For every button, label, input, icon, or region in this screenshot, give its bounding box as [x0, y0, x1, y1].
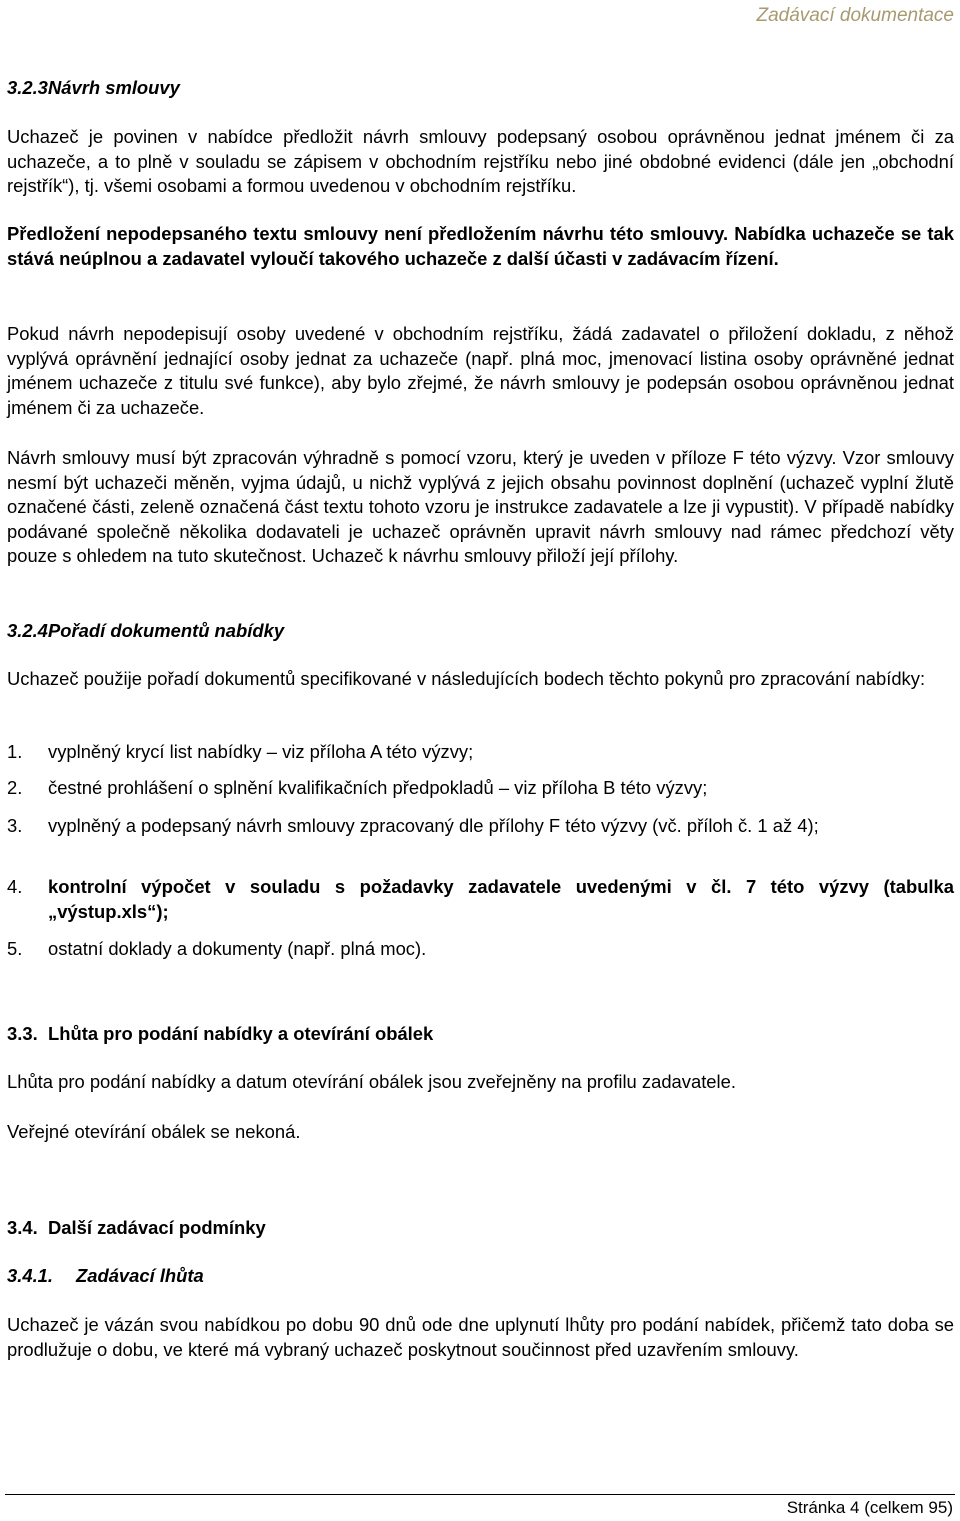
list-item [7, 875, 954, 924]
list-item-text: čestné prohlášení o splnění kvalifikačních předpokladů – viz příloha B této výzvy; [48, 777, 708, 798]
section-number: 3.3. [7, 1023, 38, 1044]
section-number: 3.2.3. [7, 77, 54, 98]
footer-divider [5, 1494, 955, 1495]
paragraph: Veřejné otevírání obálek se nekoná. [7, 1121, 301, 1142]
list-item-text: vyplněný a podepsaný návrh smlouvy zpracovaný dle přílohy F této výzvy (vč. příloh č. 1 až 4); [48, 815, 819, 836]
list-item-text: ostatní doklady a dokumenty (např. plná moc). [48, 938, 427, 959]
list-item [7, 814, 954, 839]
section-title: Další zadávací podmínky [48, 1217, 266, 1238]
section-number: 3.2.4. [7, 620, 54, 641]
paragraph-bold: Předložení nepodepsaného textu smlouvy není předložením návrhu této smlouvy. Nabídka uchazeče se tak stává neúplnou a zadavatel vyloučí takového uchazeče z další účasti v zadávacím řízení. [7, 223, 954, 269]
section-title: Pořadí dokumentů nabídky [48, 620, 285, 641]
list-item-number: 1. [7, 741, 23, 762]
paragraph: Návrh smlouvy musí být zpracován výhradně s pomocí vzoru, který je uveden v příloze F této výzvy. Vzor smlouvy nesmí být uchazeči měněn, vyjma údajů, u nichž vyplývá z jejich obsahu povinnost doplnění (uchazeč vyplní žlutě označené části, zeleně označená část textu tohoto vzoru je instrukce zadavatele a lze ji vypustit). V případě nabídky podávané společně několika dodavateli je uchazeč oprávněn upravit návrh smlouvy nad rámec předchozí věty pouze s ohledem na tuto skutečnost. Uchazeč k návrhu smlouvy přiloží její přílohy. [7, 447, 954, 566]
section-heading-3-4 [7, 1216, 954, 1241]
paragraph: Uchazeč použije pořadí dokumentů specifikované v následujících bodech těchto pokynů pro zpracování nabídky: [7, 668, 926, 689]
section-heading-3-2-3 [7, 76, 954, 101]
list-item [7, 740, 954, 765]
paragraph: Uchazeč je vázán svou nabídkou po dobu 90 dnů ode dne uplynutí lhůty pro podání nabídek, přičemž tato doba se prodlužuje o dobu, ve které má vybraný uchazeč poskytnout součinnost před uzavřením smlouvy. [7, 1314, 954, 1360]
list-item [7, 776, 954, 801]
paragraph: Pokud návrh nepodepisují osoby uvedené v obchodním rejstříku, žádá zadavatel o přiložení dokladu, z něhož vyplývá oprávnění jednající osoby jednat za uchazeče (např. plná moc, jmenovací listina osoby oprávněné jednat jménem uchazeče z titulu své funkce), aby bylo zřejmé, že návrh smlouvy je podepsán osobou oprávněnou jednat jménem či za uchazeče. [7, 323, 954, 418]
list-item-number: 3. [7, 815, 23, 836]
list-item-text: kontrolní výpočet v souladu s požadavky zadavatele uvedenými v čl. 7 této výzvy (tabulka „výstup.xls“); [48, 876, 954, 922]
document-header-title: Zadávací dokumentace [756, 5, 954, 26]
section-heading-3-4-1 [7, 1264, 954, 1289]
section-title: Návrh smlouvy [48, 77, 180, 98]
section-heading-3-3 [7, 1022, 954, 1047]
list-item-number: 5. [7, 938, 23, 959]
list-item-number: 2. [7, 777, 23, 798]
list-item-text: vyplněný krycí list nabídky – viz příloha A této výzvy; [48, 741, 474, 762]
paragraph: Lhůta pro podání nabídky a datum otevírání obálek jsou zveřejněny na profilu zadavatele. [7, 1071, 736, 1092]
paragraph: Uchazeč je povinen v nabídce předložit návrh smlouvy podepsaný osobou oprávněnou jednat jménem či za uchazeče, a to plně v souladu se zápisem v obchodním rejstříku nebo jiné obdobné evidenci (dále jen „obchodní rejstřík“), tj. všemi osobami a formou uvedenou v obchodním rejstříku. [7, 126, 954, 196]
section-title: Zadávací lhůta [76, 1265, 204, 1286]
section-title: Lhůta pro podání nabídky a otevírání obálek [48, 1023, 434, 1044]
list-item-number: 4. [7, 876, 23, 897]
page-number: Stránka 4 (celkem 95) [786, 1498, 953, 1517]
section-heading-3-2-4 [7, 619, 954, 644]
section-number: 3.4.1. [7, 1265, 54, 1286]
list-item [7, 937, 954, 962]
section-number: 3.4. [7, 1217, 38, 1238]
